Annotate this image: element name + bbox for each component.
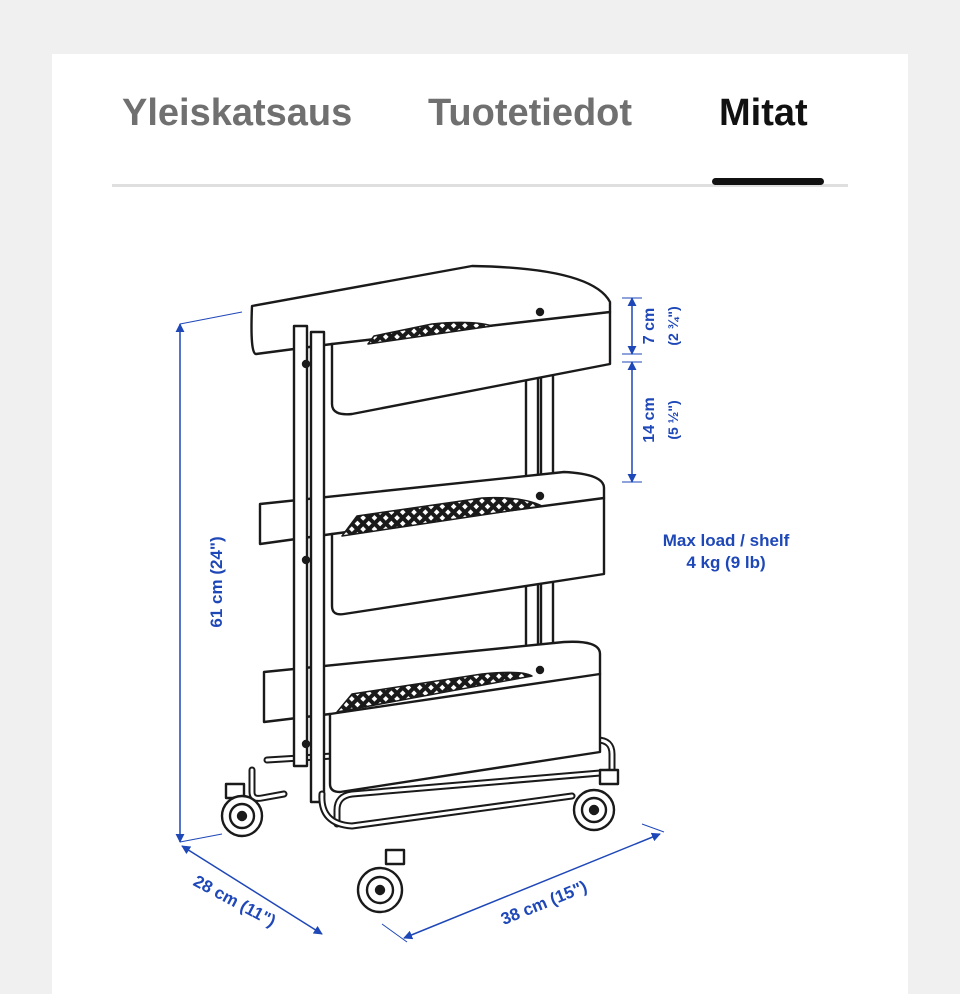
tab-overview[interactable]: Yleiskatsaus	[122, 92, 353, 134]
max-load-value: 4 kg (9 lb)	[686, 553, 766, 572]
product-dimensions-card	[52, 54, 908, 994]
top-basket-height-label: 7 cm	[641, 307, 658, 345]
max-load-label: Max load / shelf	[662, 531, 790, 550]
front-right-leg	[311, 332, 324, 802]
caster-front-left	[222, 784, 262, 836]
depth-label: 28 cm (11")	[190, 871, 279, 931]
tab-dimensions[interactable]: Mitat	[719, 92, 808, 134]
shelf-spacing-label: 14 cm	[641, 397, 658, 443]
caster-front-right	[358, 850, 404, 912]
caster-back-right	[574, 770, 618, 830]
width-dimension-line	[404, 834, 660, 938]
utility-cart-illustration	[222, 266, 618, 912]
tab-product-details[interactable]: Tuotetiedot	[428, 92, 633, 134]
total-height-label: 61 cm (24")	[207, 536, 226, 628]
cart-dimension-drawing	[52, 54, 908, 994]
shelf-spacing-inch-label: (5 ½")	[665, 400, 681, 440]
width-label: 38 cm (15")	[498, 877, 590, 929]
top-basket-height-inch-label: (2 ¾")	[665, 306, 681, 346]
front-left-leg	[294, 326, 307, 766]
